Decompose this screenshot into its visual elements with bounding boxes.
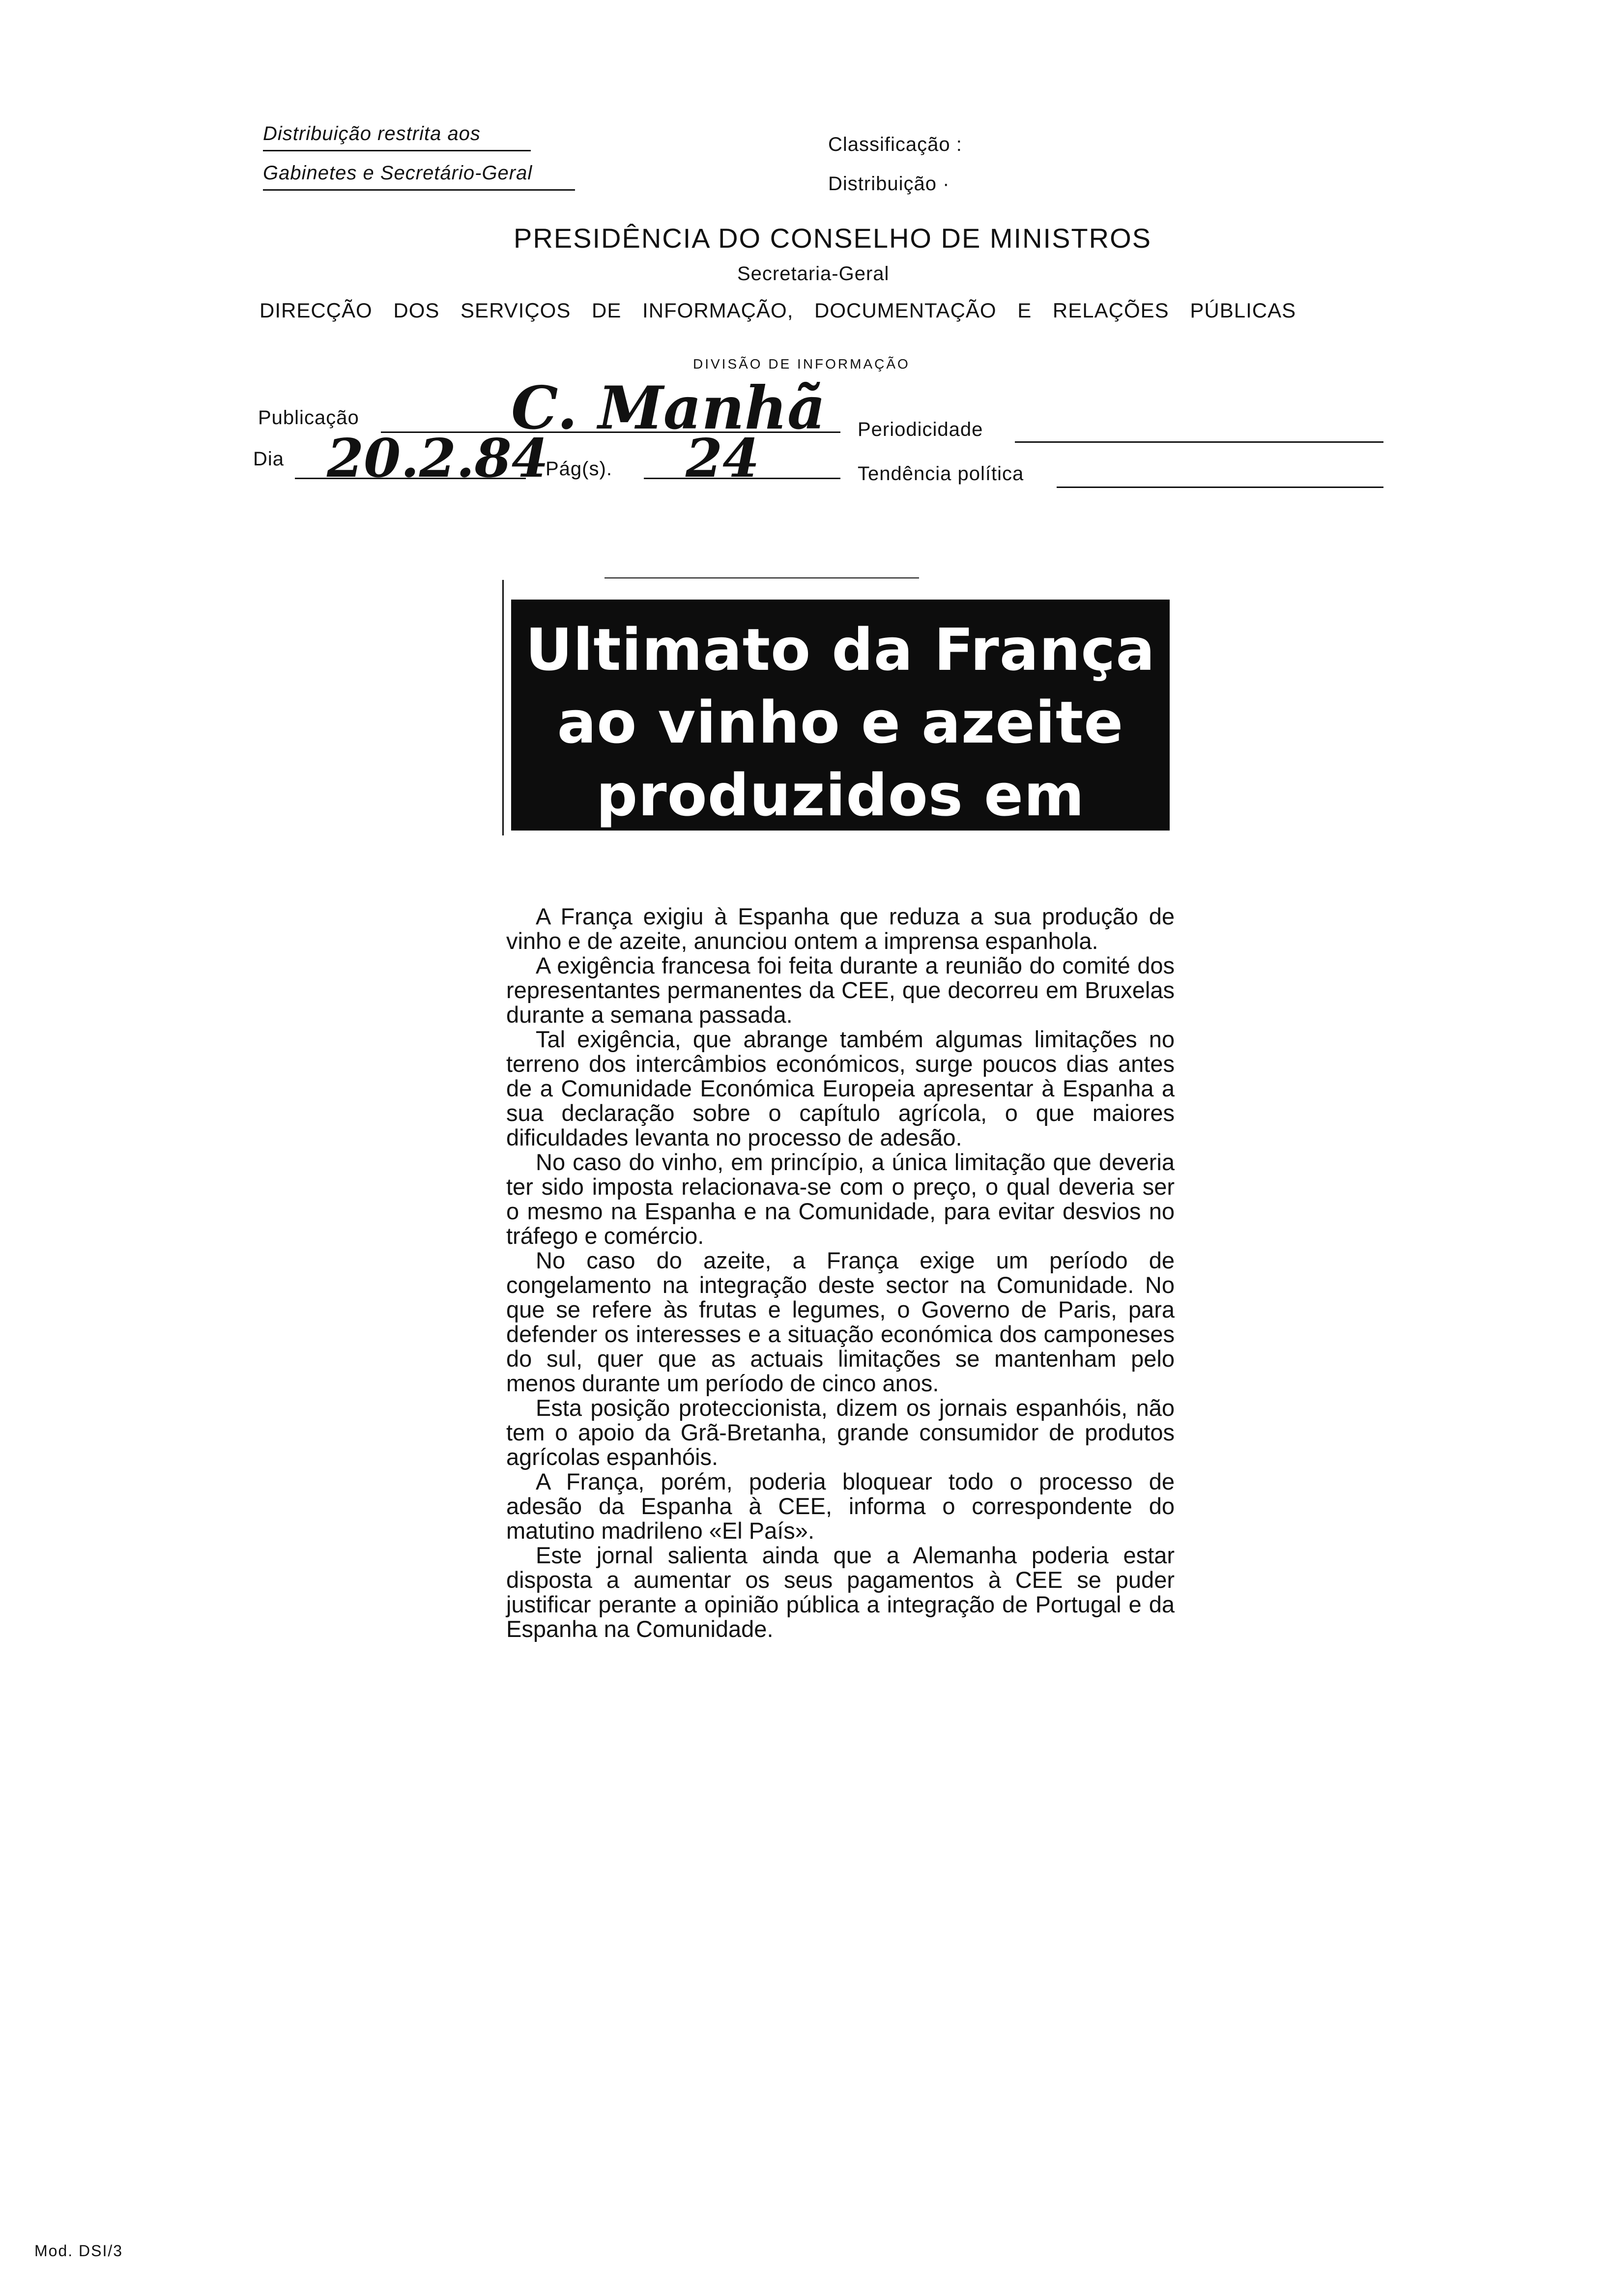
pags-value-handwritten: 24 [686,428,760,489]
distribution-underline-1 [263,150,531,151]
distribution-underline-2 [263,189,575,191]
periodicidade-label: Periodicidade [858,419,983,440]
headline-line-3: produzidos em Espanha [596,761,1085,902]
article-paragraph: Este jornal salienta ainda que a Alemanha poderia estar disposta a aumentar os seus pagamentos à CEE se puder justificar perante a opinião pública a integração de Portugal e da Espanha na Comunidade. [506,1542,1175,1642]
tendencia-underline [1057,487,1383,488]
clipping-left-rule [502,580,504,835]
headline-line-2: ao vinho e azeite [557,689,1124,756]
distribuicao-label: Distribuição · [828,173,950,195]
divisao-line: DIVISÃO DE INFORMAÇÃO [693,356,910,372]
periodicidade-underline [1015,441,1383,443]
article-paragraph: A exigência francesa foi feita durante a reunião do comité dos representantes permanentes da CEE, que decorreu em Bruxelas durante a semana passada. [506,952,1175,1028]
article-paragraph: Tal exigência, que abrange também algumas limitações no terreno dos intercâmbios económicos, surge poucos dias antes de a Comunidade Económica Europeia apresentar à Espanha a sua declaração sobre o capítulo agrícola, o que maiores dificuldades levanta no processo de adesão. [506,1026,1175,1150]
article-paragraph: No caso do azeite, a França exige um período de congelamento na integração deste sector na Comunidade. No que se refere às frutas e legumes, o Governo de Paris, para defender os interesses e a situação económica dos camponeses do sul, quer que as actuais limitações se mantenham pelo menos durante um período de cinco anos. [506,1247,1175,1396]
article-headline [511,600,1170,902]
article-paragraph: A França exigiu à Espanha que reduza a sua produção de vinho e de azeite, anunciou ontem a imprensa espanhola. [506,903,1175,954]
article-paragraph: No caso do vinho, em princípio, a única limitação que deveria ter sido imposta relacionava-se com o preço, o qual deveria ser o mesmo na Espanha e na Comunidade, para evitar desvios no tráfego e comércio. [506,1149,1175,1249]
distribution-line-2: Gabinetes e Secretário-Geral [263,162,533,184]
publicacao-value-handwritten: C. Manhã [511,373,826,443]
clipping-top-rule [604,577,919,578]
article-body [506,904,1175,1641]
dia-label: Dia [253,448,285,470]
secretaria-geral: Secretaria-Geral [737,263,890,285]
headline-line-1: Ultimato da França [525,616,1155,684]
tendencia-label: Tendência política [858,463,1024,485]
pags-label: Pág(s). [546,458,612,480]
direccao-line: DIRECÇÃO DOS SERVIÇOS DE INFORMAÇÃO, DOCUMENTAÇÃO E RELAÇÕES PÚBLICAS [259,299,1296,322]
distribution-line-1: Distribuição restrita aos [263,123,481,144]
article-paragraph: A França, porém, poderia bloquear todo o processo de adesão da Espanha à CEE, informa o correspondente do matutino madrileno «El País». [506,1468,1175,1544]
dia-value-handwritten: 20.2.84 [327,428,548,489]
model-code: Mod. DSI/3 [34,2242,123,2260]
article-paragraph: Esta posição proteccionista, dizem os jornais espanhóis, não tem o apoio da Grã-Bretanha, grande consumidor de produtos agrícolas espanhóis. [506,1395,1175,1470]
classificacao-label: Classificação : [828,134,962,155]
publicacao-label: Publicação [258,407,359,429]
org-title: PRESIDÊNCIA DO CONSELHO DE MINISTROS [514,223,1151,254]
